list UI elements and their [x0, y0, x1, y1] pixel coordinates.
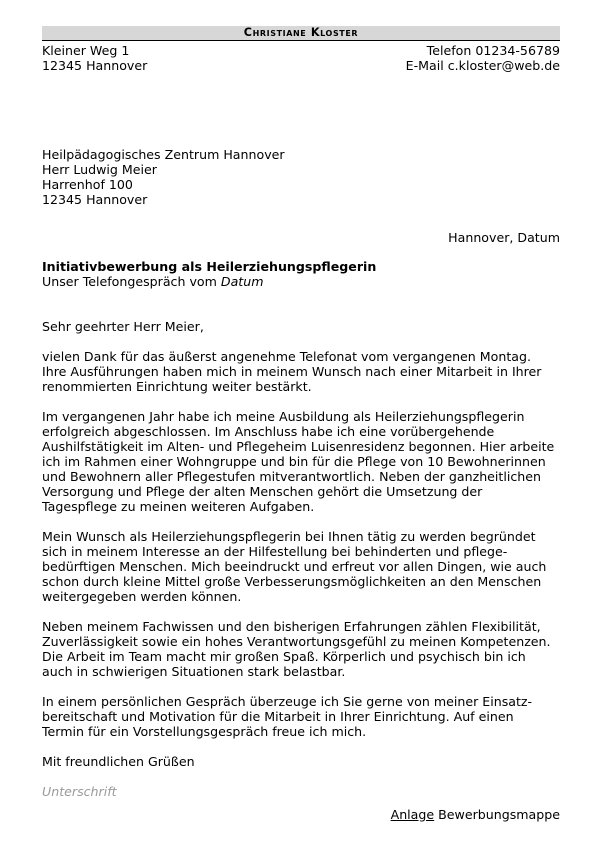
paragraph-line: erfolgreich abgeschlossen. Im Anschluss habe ich eine vorübergehende	[42, 424, 495, 439]
signature-placeholder: Unterschrift	[42, 784, 117, 799]
paragraph-line: Mein Wunsch als Heilerziehungspflegerin bei Ihnen tätig zu werden begründet	[42, 529, 536, 544]
salutation: Sehr geehrter Herr Meier,	[42, 319, 204, 334]
paragraph-line: und Bewohnern aller Pflegestufen mitverantwortlich. Neben der ganzheitlichen	[42, 469, 541, 484]
paragraph-line: Aushilfstätigkeit im Alten- und Pflegeheim Luisenresidenz begonnen. Hier arbeite	[42, 439, 555, 454]
paragraph-thanks	[42, 349, 560, 394]
paragraph-line: Zuverlässigkeit sowie ein hohes Verantwortungsgefühl zu meinen Kompetenzen.	[42, 634, 551, 649]
sender-city: 12345 Hannover	[42, 58, 148, 73]
sender-address	[42, 43, 147, 73]
paragraph-line: vielen Dank für das äußerst angenehme Telefonat vom vergangenen Montag.	[42, 349, 531, 364]
paragraph-line: Die Arbeit im Team macht mir großen Spaß. Körperlich und psychisch bin ich	[42, 649, 526, 664]
paragraph-line: renommierten Einrichtung weiter bestärkt.	[42, 379, 312, 394]
subject-reference-prefix: Unser Telefongespräch vom	[42, 274, 221, 289]
sender-email: E-Mail c.kloster@web.de	[405, 58, 560, 73]
sender-contact	[406, 43, 560, 73]
paragraph-line: bedürftigen Menschen. Mich beeindruckt und erfreut vor allen Dingen, wie auch	[42, 559, 547, 574]
recipient-line: Harrenhof 100	[42, 177, 133, 192]
closing-line: Mit freundlichen Grüßen	[42, 754, 195, 769]
recipient-line: Heilpädagogisches Zentrum Hannover	[42, 147, 285, 162]
paragraph-line: Ihre Ausführungen haben mich in meinem Wunsch nach einer Mitarbeit in Ihrer	[42, 364, 542, 379]
sender-name: Christiane Kloster	[243, 26, 359, 39]
paragraph-line: schon durch kleine Mittel große Verbesserungsmöglichkeiten an den Menschen	[42, 574, 542, 589]
sender-street: Kleiner Weg 1	[42, 43, 130, 58]
subject-block	[42, 259, 560, 289]
paragraph-line: Termin für ein Vorstellungsgespräch freue ich mich.	[42, 724, 367, 739]
paragraph-line: weitergegeben werden können.	[42, 589, 242, 604]
paragraph-competences	[42, 619, 560, 679]
subject-reference-date: Datum	[220, 274, 264, 289]
paragraph-line: ich im Rahmen einer Wohngruppe und bin für die Pflege von 10 Bewohnerinnen	[42, 454, 546, 469]
paragraph-line: Neben meinem Fachwissen und den bisherigen Erfahrungen zählen Flexibilität,	[42, 619, 541, 634]
enclosure-text: Bewerbungsmappe	[434, 807, 560, 822]
paragraph-experience	[42, 409, 560, 514]
date-line: Hannover, Datum	[448, 230, 560, 245]
paragraph-motivation	[42, 529, 560, 604]
sender-header	[42, 43, 560, 73]
recipient-line: Herr Ludwig Meier	[42, 162, 157, 177]
paragraph-line: Versorgung und Pflege der alten Menschen gehört die Umsetzung der	[42, 484, 483, 499]
subject-reference	[42, 274, 560, 289]
paragraph-line: Im vergangenen Jahr habe ich meine Ausbildung als Heilerziehungspflegerin	[42, 409, 525, 424]
recipient-line: 12345 Hannover	[42, 192, 148, 207]
paragraph-interview	[42, 694, 560, 739]
enclosure-note	[42, 807, 560, 822]
paragraph-line: In einem persönlichen Gespräch überzeuge ich Sie gerne von meiner Einsatz-	[42, 694, 533, 709]
paragraph-line: bereitschaft und Motivation für die Mitarbeit in Ihrer Einrichtung. Auf einen	[42, 709, 514, 724]
recipient-address	[42, 147, 560, 207]
paragraph-line: sich in meinem Interesse an der Hilfestellung bei behinderten und pflege-	[42, 544, 508, 559]
subject-title: Initiativbewerbung als Heilerziehungspflegerin	[42, 259, 377, 274]
paragraph-line: auch in schwierigen Situationen stark belastbar.	[42, 664, 346, 679]
paragraph-line: Tagespflege zu meinen weiteren Aufgaben.	[42, 499, 315, 514]
enclosure-label: Anlage	[390, 807, 435, 822]
sender-phone: Telefon 01234-56789	[426, 43, 560, 58]
sender-name-bar	[42, 26, 560, 41]
letter-page	[42, 26, 560, 822]
